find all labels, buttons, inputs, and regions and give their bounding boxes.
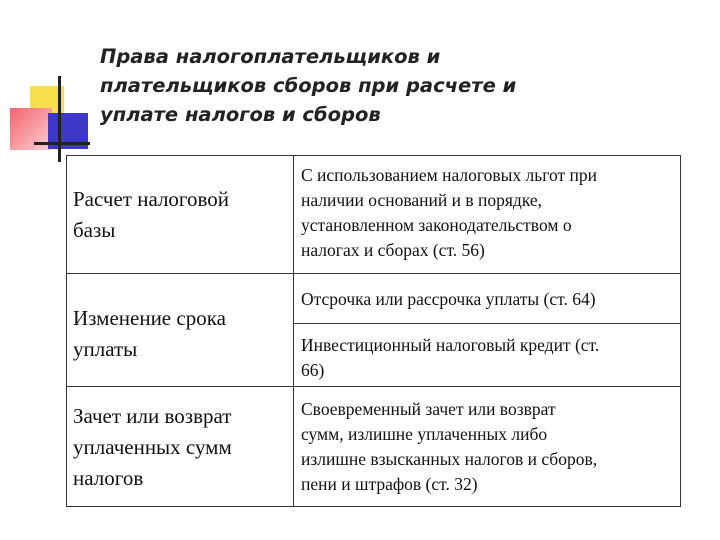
vertical-line-decoration xyxy=(58,76,61,162)
slide-title: Права налогоплательщиков и плательщиков сборов при расчете и уплате налогов и сборов xyxy=(100,45,517,126)
row-2-topic: Изменение срока уплаты xyxy=(73,306,226,361)
rights-table xyxy=(66,155,681,507)
row-2-detail-2: Инвестиционный налоговый кредит (ст. 66) xyxy=(301,335,600,380)
row-3-topic: Зачет или возврат уплаченных сумм налогов xyxy=(73,404,232,490)
row-1-detail: С использованием налоговых льгот при наличии оснований и в порядке, установленном законодательством о налогах и сборах (ст. 56) xyxy=(301,165,597,260)
row-divider xyxy=(67,386,680,387)
row-3-detail: Своевременный зачет или возврат сумм, излишне уплаченных либо излишне взысканных налогов и сборов, пени и штрафов (ст. 32) xyxy=(301,399,598,494)
horizontal-line-decoration xyxy=(34,142,90,145)
column-divider xyxy=(293,156,294,506)
row-2-detail-1: Отсрочка или рассрочка уплаты (ст. 64) xyxy=(301,289,596,309)
cell-divider xyxy=(293,323,680,324)
row-1-topic: Расчет налоговой базы xyxy=(73,187,230,242)
row-divider xyxy=(67,273,680,274)
